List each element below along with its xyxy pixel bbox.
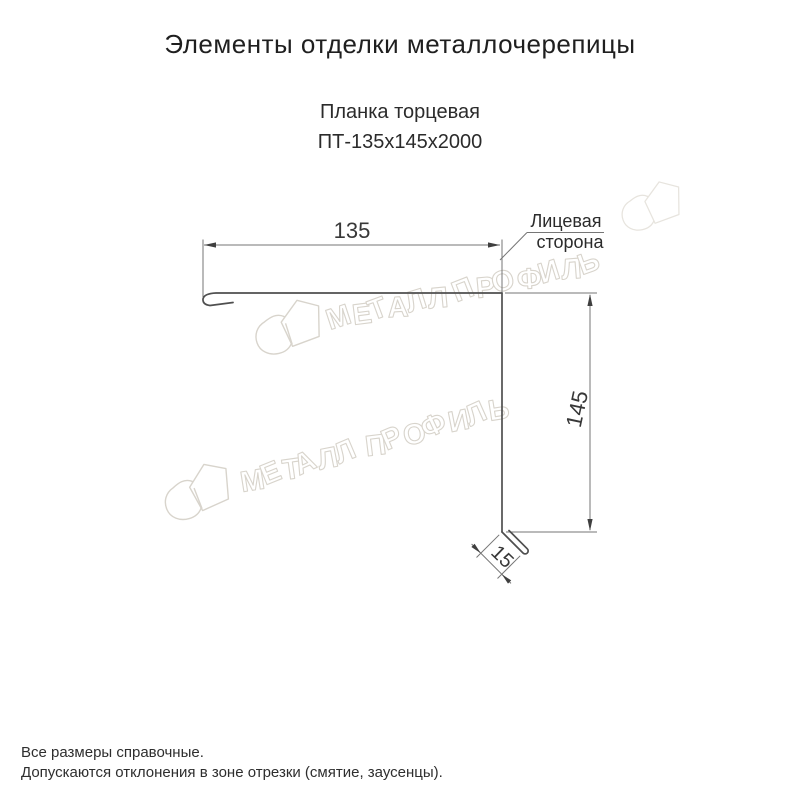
- dimension-kick-value: 15: [486, 541, 518, 573]
- arrow-height-top: [587, 294, 592, 306]
- watermark-upper: [250, 235, 606, 357]
- footer-notes: [21, 743, 443, 783]
- watermark-brand-text: МЕТАЛЛ ПРОФИЛЬ: [238, 392, 512, 499]
- callout-face-side-line2: сторона: [536, 232, 604, 252]
- note-deviations: Допускаются отклонения в зоне отрезки (смятие, заусенцы).: [21, 764, 443, 781]
- watermark-brand-text: МЕТАЛЛ ПРОФИЛЬ: [322, 244, 604, 337]
- arrow-width-right: [488, 242, 500, 247]
- brand-logo-icon: [250, 296, 327, 357]
- arrow-height-bottom: [587, 519, 592, 531]
- dimension-width-value: 135: [333, 218, 371, 243]
- product-code: ПТ-135х145х2000: [317, 131, 483, 153]
- product-name: Планка торцевая: [320, 101, 480, 123]
- note-reference-sizes: Все размеры справочные.: [21, 744, 204, 761]
- watermark-lower: [158, 379, 516, 524]
- arrow-width-left: [204, 242, 216, 247]
- watermark-fragment-logo-icon: [617, 178, 686, 233]
- callout-face-side-line1: Лицевая: [530, 211, 602, 231]
- callout-leader-line: [500, 233, 527, 261]
- brand-logo-icon: [158, 459, 237, 524]
- dimension-height-value: 145: [560, 388, 594, 430]
- page-title: Элементы отделки металлочерепицы: [164, 29, 636, 59]
